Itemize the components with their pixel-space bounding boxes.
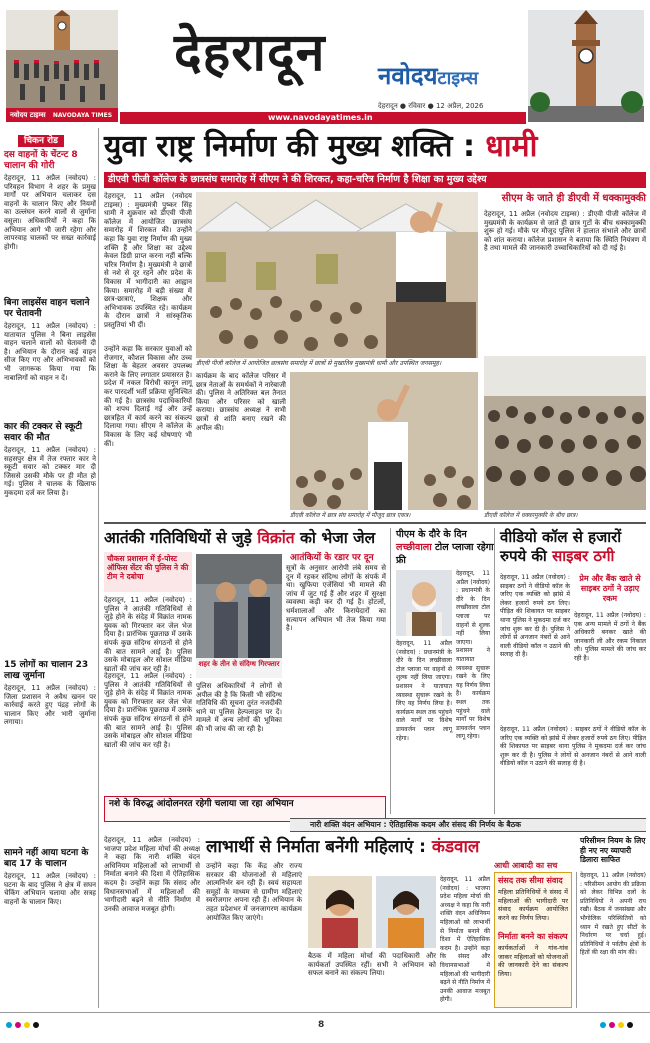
lead-column-2: उन्होंने कहा कि सरकार युवाओं को रोजगार, कौशल विकास और उच्च शिक्षा के बेहतर अवसर उपलब्ध कराने के लिए लगातार प्रयासरत है। प्रदेश में नकल विरोधी कानून लागू कर पारदर्शी भर्ती प्रक्रिया सुनिश्चित की गई है। छात्रसंघ पदाधिकारियों को शपथ दिलाई गई और उन्हें छात्रहित में कार्य करने का संकल्प दिलाया गया। सीएम ने कॉलेज के विकास के लिए कई घोषणाएं भी कीं। [104,345,192,448]
toll-text: देहरादून, 11 अप्रैल (नवोदय) : प्रधानमंत्री के दौरे के दिन लच्छीवाला टोल प्लाजा पर वाहनों से शुल्क नहीं लिया जाएगा। प्रशासन ने यातायात व्यवस्था सुचारू रखने के लिए यह निर्णय लिया है। कार्यक्रम स्थल तक पहुंचने वाले मार्गों पर विशेष डायवर्जन प्लान लागू रहेगा। [456,570,490,741]
reg-dot-magenta-2 [609,1022,615,1028]
lead-headline-name: धामी [485,129,538,164]
cyber-headline-red: साइबर ठगी [552,547,615,565]
reg-dot-yellow [24,1022,30,1028]
women-side-head-2: निर्माता बनने का संकल्प [498,932,568,941]
lead-subhead: डीएवी पीजी कॉलेज के छात्रसंघ समारोह में सीएम ने की शिरकत, कहा-चरित्र निर्माण है शिक्षा का मुख्य उद्देश्य [104,172,646,188]
sidebar-headline-3: कार की टक्कर से स्कूटी सवार की मौत [4,422,83,443]
sidebar-headline-1: दस वाहनों के चेंटन्ट 8 चालान की गोरी [4,150,78,171]
toll-headline [396,528,496,567]
reg-dot-black [33,1022,39,1028]
terror-column-a: देहरादून, 11 अप्रैल (नवोदय) : पुलिस ने आतंकी गतिविधियों से जुड़े होने के संदेह में विक्रांत नामक युवक को गिरफ्तार कर जेल भेज दिया है। प्रारंभिक पूछताछ में उसके संपर्क कुछ संदिग्ध संगठनों से होने की बात सामने आई है। पुलिस उसके मोबाइल और सोशल मीडिया खातों की जांच कर रही है। [104,596,192,673]
reg-dot-cyan-2 [600,1022,606,1028]
reg-dot-magenta [15,1022,21,1028]
lead-photo-caption-2: डीएवी कॉलेज में छात्र संघ समारोह में मौजूद छात्र एकत्र। [290,512,411,519]
lead-column-3: देहरादून, 11 अप्रैल (नवोदय टाइम्स) : डीएवी पीजी कॉलेज में मुख्यमंत्री के कार्यक्रम से जाते ही छात्र गुटों के बीच धक्कामुक्की शुरू हो गई। मौके पर मौजूद पुलिस ने हालात संभाले और छात्रों को शांत कराया। कॉलेज प्रशासन ने बताया कि स्थिति नियंत्रण में है तथा मामले की जानकारी उच्चाधिकारियों को दी गई है। [484,210,646,253]
cyber-text-3: देहरादून, 11 अप्रैल (नवोदय) : साइबर ठगों ने वीडियो कॉल के जरिए एक व्यक्ति को झांसे में लेकर हजारों रुपये ठग लिए। पीड़ित की शिकायत पर साइबर थाना पुलिस ने मुकदमा दर्ज कर जांच शुरू कर दी है। पुलिस ने लोगों से अनजान नंबरों से आने वाली वीडियो कॉल न उठाने की सलाह दी है। [500,726,646,768]
terror-subhead: आतंकियों के रडार पर दून [290,553,374,563]
masthead-city: देहरादून [174,23,326,83]
terror-suspect-photo [196,554,282,658]
sidebar-headline-2: बिना लाइसेंस वाहन चलाने पर चेतावनी [4,298,90,319]
women-side-text-2: कार्यकर्ताओं ने गांव-गांव जाकर महिलाओं को योजनाओं की जानकारी देने का संकल्प लिया। [498,944,568,978]
women-side-text: महिला प्रतिनिधियों ने संसद में महिलाओं की भागीदारी पर संवाद कार्यक्रम आयोजित करने का निर्णय लिया। [498,888,568,922]
toll-text-2: देहरादून, 11 अप्रैल (नवोदय) : प्रधानमंत्री के दौरे के दिन लच्छीवाला टोल प्लाजा पर वाहनों से शुल्क नहीं लिया जाएगा। प्रशासन ने यातायात व्यवस्था सुचारू रखने के लिए यह निर्णय लिया है। कार्यक्रम स्थल तक पहुंचने वाले मार्गों पर विशेष डायवर्जन प्लान लागू रहेगा। [396,640,452,742]
masthead-right-photo [528,10,644,122]
terror-column-d: देहरादून, 11 अप्रैल (नवोदय) : पुलिस ने आतंकी गतिविधियों से जुड़े होने के संदेह में विक्रांत नामक युवक को गिरफ्तार कर जेल भेज दिया है। प्रारंभिक पूछताछ में उसके संपर्क कुछ संदिग्ध संगठनों से होने की बात सामने आई है। पुलिस उसके मोबाइल और सोशल मीडिया खातों की जांच कर रही है। [104,672,192,749]
sidebar-headline-4: 15 लोगों का चालान 23 लाख जुर्माना [4,660,89,681]
women-photo-1 [308,876,372,948]
registration-dots-bottom-left [6,1022,39,1028]
sidebar-divider [98,128,99,1008]
reg-dot-black-2 [627,1022,633,1028]
cyber-divider [494,528,495,814]
lead-column-4: कार्यक्रम के बाद कॉलेज परिसर में छात्र नेताओं के समर्थकों ने नारेबाजी की। पुलिस ने अतिरिक्त बल तैनात किया और परिसर को खाली कराया। छात्रसंघ अध्यक्ष ने सभी छात्रों से शांति बनाए रखने की अपील की। [196,372,286,432]
sidebar-text-4: देहरादून, 11 अप्रैल (नवोदय) : जिला प्रशासन ने अवैध खनन पर कार्रवाई करते हुए पंद्रह लोगों के चालान किए और भारी जुर्माना लगाया। [4,684,96,727]
terror-box-headline: नशे के विरुद्ध आंदोलनरत रहेगी चलाया जा रहा अभियान [109,799,294,809]
registration-dots-bottom-right [600,1022,633,1028]
women-column-3: बैठक में महिला मोर्चा की पदाधिकारी और कार्यकर्ता उपस्थित रहीं। सभी ने अभियान को सफल बनाने का संकल्प लिया। [308,952,436,978]
women-column-2: उन्होंने कहा कि केंद्र और राज्य सरकार की योजनाओं से महिलाएं आत्मनिर्भर बन रही हैं। स्वयं सहायता समूहों के माध्यम से ग्रामीण महिलाएं स्वरोजगार अपना रही हैं। अभियान के तहत प्रदेशभर में जनजागरण कार्यक्रम आयोजित किए जाएंगे। [206,862,302,922]
cyber-text-2: देहरादून, 11 अप्रैल (नवोदय) : एक अन्य मामले में ठगों ने बैंक अधिकारी बनकर खाते की जानकारी ली और रकम निकाल ली। पुलिस मामले की जांच कर रही है। [574,612,646,662]
toll-headline-place: लच्छीवाला [396,542,432,553]
masthead-left-label [6,108,118,122]
sidebar-text-2: देहरादून, 11 अप्रैल (नवोदय) : यातायात पुलिस ने बिना लाइसेंस वाहन चलाने वालों को चेतावनी दी है। अभियान के दौरान कई वाहन सीज किए गए और अभिभावकों को भी जागरूक किया गया कि नाबालिगों को वाहन न दें। [4,322,96,382]
terror-headline-main: आतंकी गतिविधियों से जुड़े [104,529,252,547]
reg-dot-cyan [6,1022,12,1028]
women-deck: आधी आबादी का सच [494,861,558,870]
sidebar-label: चिकन रोड [18,135,64,147]
terror-photo-caption: शहर के तीन से संदिग्ध गिरफ्तार [196,658,282,678]
left-label-english: NAVODAYA TIMES [52,112,113,119]
masthead-brand [378,62,478,93]
lead-headline-main: युवा राष्ट्र निर्माण की मुख्य शक्ति : [104,129,475,164]
toll-headline-end: टोल प्लाजा रहेगा फ्री [396,542,494,566]
bottom-rule [0,1012,650,1013]
cyber-subhead: प्रेम और बैंक खाते से साइबर ठगों ने उड़ाए रकम [579,574,641,603]
right-bottom-head: परिसीमन नियम के लिए ही नए नए व्यापारी डिलारा साफित [580,836,646,864]
terror-note [104,552,192,592]
toll-divider [390,528,391,814]
masthead [0,8,650,124]
lead-main-photo [196,192,478,358]
women-column-1: देहरादून, 11 अप्रैल (नवोदय) : भाजपा प्रदेश महिला मोर्चा की अध्यक्ष ने कहा कि नारी शक्ति वंदन अधिनियम महिलाओं को लाभार्थी से निर्माता बनाने की दिशा में ऐतिहासिक कदम है। उन्होंने कहा कि संसद और विधानसभाओं में महिलाओं की भागीदारी बढ़ने से नीति निर्माण में उनकी आवाज मजबूत होगी। [104,836,200,913]
masthead-left-photo [6,10,118,108]
sidebar-text-1: देहरादून, 11 अप्रैल (नवोदय) : परिवहन विभाग ने शहर के प्रमुख मार्गों पर अभियान चलाकर दस वाहनों के चालान किए और नियमों का उल्लंघन करने वालों से जुर्माना वसूला। अधिकारियों ने कहा कि अभियान आगे भी जारी रहेगा और लापरवाह चालकों पर सख्त कार्रवाई होगी। [4,174,96,251]
terror-note-text: चौकस प्रशासन में ई-पोस्ट ऑफिस सेंटर की पुलिस ने की टीम ने दबोचा [107,554,189,581]
terror-headline-end: को भेजा जेल [300,529,376,547]
masthead-website[interactable]: www.navodayatimes.in [268,113,373,122]
toll-headline-main: पीएम के दौरे के दिन [396,529,467,540]
women-headline-main: लाभार्थी से निर्माता बनेंगी महिलाएं : [206,837,426,857]
cyber-text-1: देहरादून, 11 अप्रैल (नवोदय) : साइबर ठगों ने वीडियो कॉल के जरिए एक व्यक्ति को झांसे में लेकर हजारों रुपये ठग लिए। पीड़ित की शिकायत पर साइबर थाना पुलिस ने मुकदमा दर्ज कर जांच शुरू कर दी है। पुलिस ने लोगों से अनजान नंबरों से आने वाली वीडियो कॉल न उठाने की सलाह दी है। [500,574,570,659]
reg-dot-yellow-2 [618,1022,624,1028]
women-headline-name: कंडवाल [431,837,480,857]
lead-crowd-photo [484,356,646,510]
masthead-dateline: देहरादून ● रविवार ● 12 अप्रैल, 2026 [378,102,484,110]
left-label-hindi: नवोदय टाइम्स [10,111,46,119]
terror-column-c: पुलिस अधिकारियों ने लोगों से अपील की है कि किसी भी संदिग्ध गतिविधि की सूचना तुरंत नजदीकी थाने या पुलिस हेल्पलाइन पर दें। मामले में अन्य लोगों की भूमिका की भी जांच की जा रही है। [196,682,282,733]
sidebar-text-5: देहरादून, 11 अप्रैल (नवोदय) : घटना के बाद पुलिस ने क्षेत्र में सघन चेकिंग अभियान चलाया और सत्रह वाहनों के चालान किए। [4,872,96,906]
toll-pm-photo [396,570,452,636]
brand-times: टाइम्स [437,68,479,89]
sidebar-text-3: देहरादून, 11 अप्रैल (नवोदय) : सहसपुर क्षेत्र में तेज रफ्तार कार ने स्कूटी सवार को टक्कर मार दी जिससे उसकी मौके पर ही मौत हो गई। पुलिस ने चालक के खिलाफ मुकदमा दर्ज कर लिया है। [4,446,96,497]
lead-divider [104,522,646,524]
cyber-headline-main: वीडियो कॉल से हजारों [500,528,622,546]
women-photo-2 [376,876,436,948]
women-column-4: देहरादून, 11 अप्रैल (नवोदय) : भाजपा प्रदेश महिला मोर्चा की अध्यक्ष ने कहा कि नारी शक्ति वंदन अधिनियम महिलाओं को लाभार्थी से निर्माता बनाने की दिशा में ऐतिहासिक कदम है। उन्होंने कहा कि संसद और विधानसभाओं में महिलाओं की भागीदारी बढ़ने से नीति निर्माण में उनकी आवाज मजबूत होगी। [440,876,490,1004]
sidebar [4,128,96,1008]
right-bottom-text: देहरादून, 11 अप्रैल (नवोदय) : परिसीमन आयोग की प्रक्रिया को लेकर विभिन्न दलों के प्रतिनिधियों ने अपनी राय रखी। बैठक में जनसंख्या और भौगोलिक परिस्थितियों को ध्यान में रखते हुए सीटों के निर्धारण पर चर्चा हुई। प्रतिनिधियों ने पर्वतीय क्षेत्रों के हितों की रक्षा की मांग की। [580,872,646,957]
lead-photo-caption-1: डीएवी पीजी कॉलेज में आयोजित छात्रसंघ समारोह में छात्रों से मुखातिब मुख्यमंत्री धामी और उपस्थित जनसमूह। [196,360,442,367]
cyber-headline-mid: रुपये की [500,547,547,565]
lead-cm-photo [290,372,478,510]
terror-column-b: सूत्रों के अनुसार आरोपी लंबे समय से दून में रहकर संदिग्ध लोगों के संपर्क में था। खुफिया एजेंसियां भी मामले की जांच में जुट गई हैं और शहर में सुरक्षा व्यवस्था कड़ी कर दी गई है। होटलों, धर्मशालाओं और किरायेदारों का सत्यापन अभियान भी तेज किया गया है। [286,564,386,633]
lead-deck: सीएम के जाते ही डीएवी में धक्कामुक्की [501,193,646,204]
women-side-head: संसद तक सीमा संवाद [498,876,563,885]
page-number: 8 [318,1020,325,1030]
terror-headline-name: विक्रांत [257,529,295,547]
sidebar-headline-5: सामने नहीं आया घटना के बाद 17 के चालान [4,848,89,869]
lead-photo-caption-3: डीएवी कॉलेज में धक्कामुक्की के बीच छात्र। [484,512,578,519]
women-side-box [494,872,572,1008]
cyber-headline [500,528,646,566]
right-bottom-divider [576,872,577,1008]
lead-headline [104,128,646,166]
lead-column-1: देहरादून, 11 अप्रैल (नवोदय टाइम्स) : मुख्यमंत्री पुष्कर सिंह धामी ने शुक्रवार को डीएवी पीजी कॉलेज में आयोजित छात्रसंघ समारोह में शिरकत की। उन्होंने कहा कि युवा राष्ट्र निर्माण की मुख्य शक्ति हैं और शिक्षा का उद्देश्य केवल डिग्री प्राप्त करना नहीं बल्कि चरित्र निर्माण है। मुख्यमंत्री ने छात्रों से नशे से दूर रहने और प्रदेश के विकास में भागीदारी का आह्वान किया। समारोह में बड़ी संख्या में छात्र-छात्राएं, शिक्षक और अभिभावक उपस्थित रहे। कार्यक्रम के दौरान छात्रों ने सांस्कृतिक प्रस्तुतियां भी दीं। [104,192,192,329]
women-strip-text: नारी शक्ति वंदन अभियान : ऐतिहासिक कदम और संसद की निर्णय के बैठक [310,820,521,829]
brand-navoday: नवोदय [378,62,438,90]
terror-headline [104,528,400,548]
